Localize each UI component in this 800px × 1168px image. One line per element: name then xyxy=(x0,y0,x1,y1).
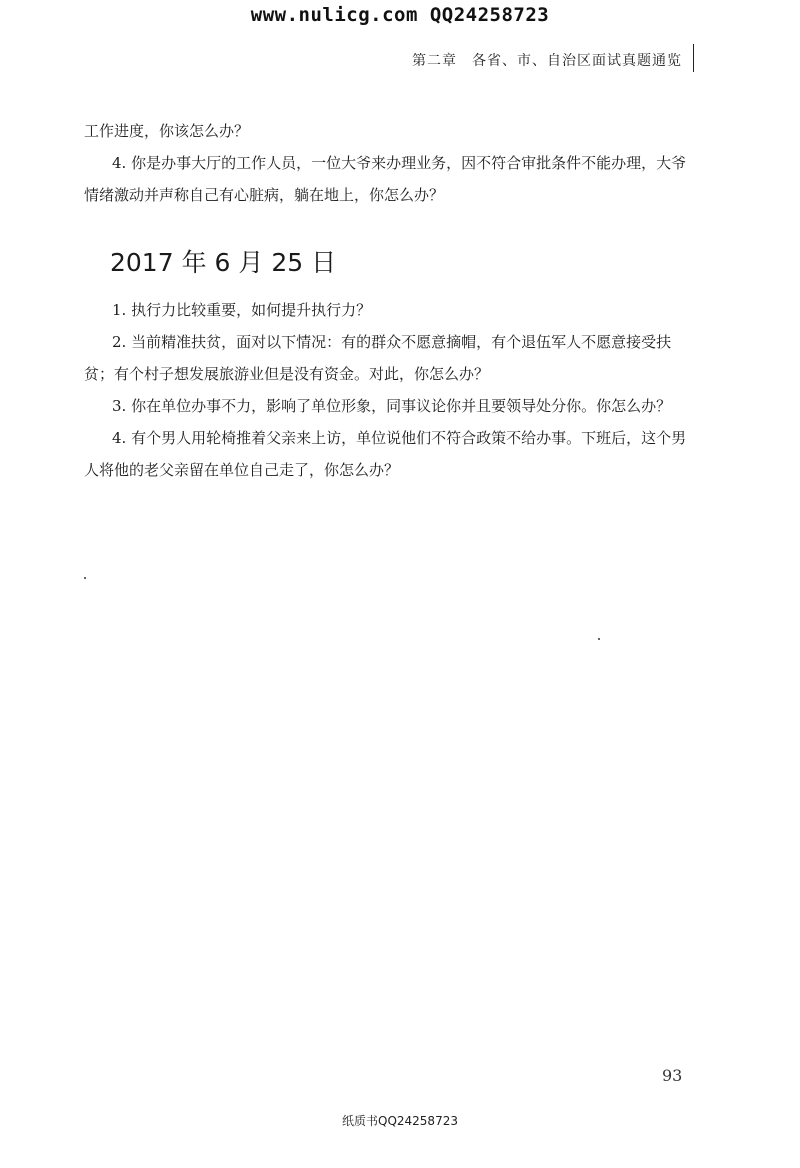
question-4-previous: 4. 你是办事大厅的工作人员，一位大爷来办理业务，因不符合审批条件不能办理，大爷情绪激动并声称自己有心脏病，躺在地上，你怎么办？ xyxy=(84,154,687,204)
page-number: 93 xyxy=(662,1066,683,1085)
running-head-rule xyxy=(693,44,694,72)
scan-speck xyxy=(598,638,600,640)
running-head: 第二章 各省、市、自治区面试真题通览 xyxy=(412,53,682,69)
section-title-date: 2017 年 6 月 25 日 xyxy=(110,248,337,277)
question-1: 1. 执行力比较重要，如何提升执行力？ xyxy=(112,301,372,319)
paragraph-continuation: 工作进度，你该怎么办？ xyxy=(84,122,250,140)
scan-speck xyxy=(84,577,86,579)
watermark-top: www.nulicg.com QQ24258723 xyxy=(250,4,550,26)
text-block-b xyxy=(84,294,688,486)
question-4: 4. 有个男人用轮椅推着父亲来上访，单位说他们不符合政策不给办事。下班后，这个男人将他的老父亲留在单位自己走了，你怎么办？ xyxy=(84,429,687,479)
question-3: 3. 你在单位办事不力，影响了单位形象，同事议论你并且要领导处分你。你怎么办？ xyxy=(112,397,672,415)
watermark-bottom: 纸质书QQ24258723 xyxy=(342,1114,458,1128)
text-block-a xyxy=(84,115,688,211)
question-2: 2. 当前精准扶贫，面对以下情况：有的群众不愿意摘帽，有个退伍军人不愿意接受扶贫；有个村子想发展旅游业但是没有资金。对此，你怎么办？ xyxy=(84,333,672,383)
